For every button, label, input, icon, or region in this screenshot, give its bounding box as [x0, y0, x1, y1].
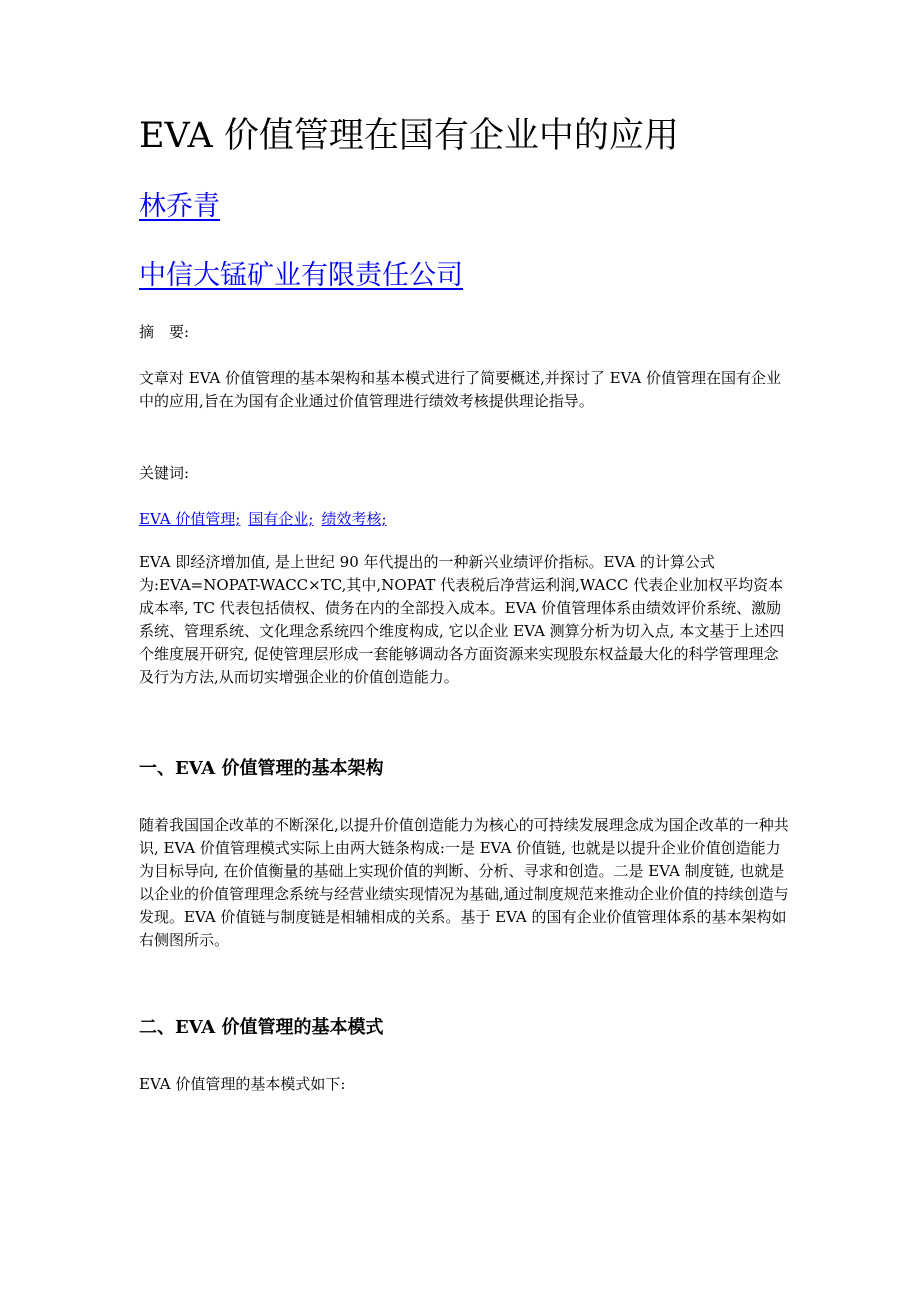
abstract-label: 摘 要:: [139, 323, 190, 341]
section2-heading: 二、EVA 价值管理的基本模式: [139, 1017, 384, 1038]
organization-link[interactable]: 中信大锰矿业有限责任公司: [139, 260, 463, 291]
section1-heading: 一、EVA 价值管理的基本架构: [139, 758, 384, 779]
article-title: EVA 价值管理在国有企业中的应用: [139, 116, 679, 156]
keyword-link-performance[interactable]: 绩效考核;: [321, 510, 387, 528]
abstract-text: 文章对 EVA 价值管理的基本架构和基本模式进行了简要概述,并探讨了 EVA 价值管理在国有企业中的应用,旨在为国有企业通过价值管理进行绩效考核提供理论指导。: [139, 369, 782, 410]
section1-paragraph: 随着我国国企改革的不断深化,以提升价值创造能力为核心的可持续发展理念成为国企改革的一种共识, EVA 价值管理模式实际上由两大链条构成:一是 EVA 价值链, 也就是以提升企业价值创造能力为目标导向, 在价值衡量的基础上实现价值的判断、分析、寻求和创造。二是 EVA 制度链, 也就是以企业的价值管理理念系统与经营业绩实现情况为基础,通过制度规范来推动企业价值的持续创造与发现。EVA 价值链与制度链是相辅相成的关系。基于 EVA 的国有企业价值管理体系的基本架构如右侧图所示。: [139, 816, 789, 949]
intro-paragraph: EVA 即经济增加值, 是上世纪 90 年代提出的一种新兴业绩评价指标。EVA 的计算公式为:EVA=NOPAT-WACC×TC,其中,NOPAT 代表税后净营运利润,WACC 代表企业加权平均资本成本率, TC 代表包括债权、债务在内的全部投入成本。EVA 价值管理体系由绩效评价系统、激励系统、管理系统、文化理念系统四个维度构成, 它以企业 EVA 测算分析为切入点, 本文基于上述四个维度展开研究, 促使管理层形成一套能够调动各方面资源来实现股东权益最大化的科学管理理念及行为方法,从而切实增强企业的价值创造能力。: [139, 553, 785, 686]
keywords-list: [139, 508, 395, 531]
author-link[interactable]: 林乔青: [139, 191, 220, 222]
section2-paragraph: EVA 价值管理的基本模式如下:: [139, 1075, 346, 1093]
keyword-link-eva[interactable]: EVA 价值管理;: [139, 510, 241, 528]
keywords-label: 关键词:: [139, 464, 190, 482]
keyword-link-soe[interactable]: 国有企业;: [248, 510, 314, 528]
